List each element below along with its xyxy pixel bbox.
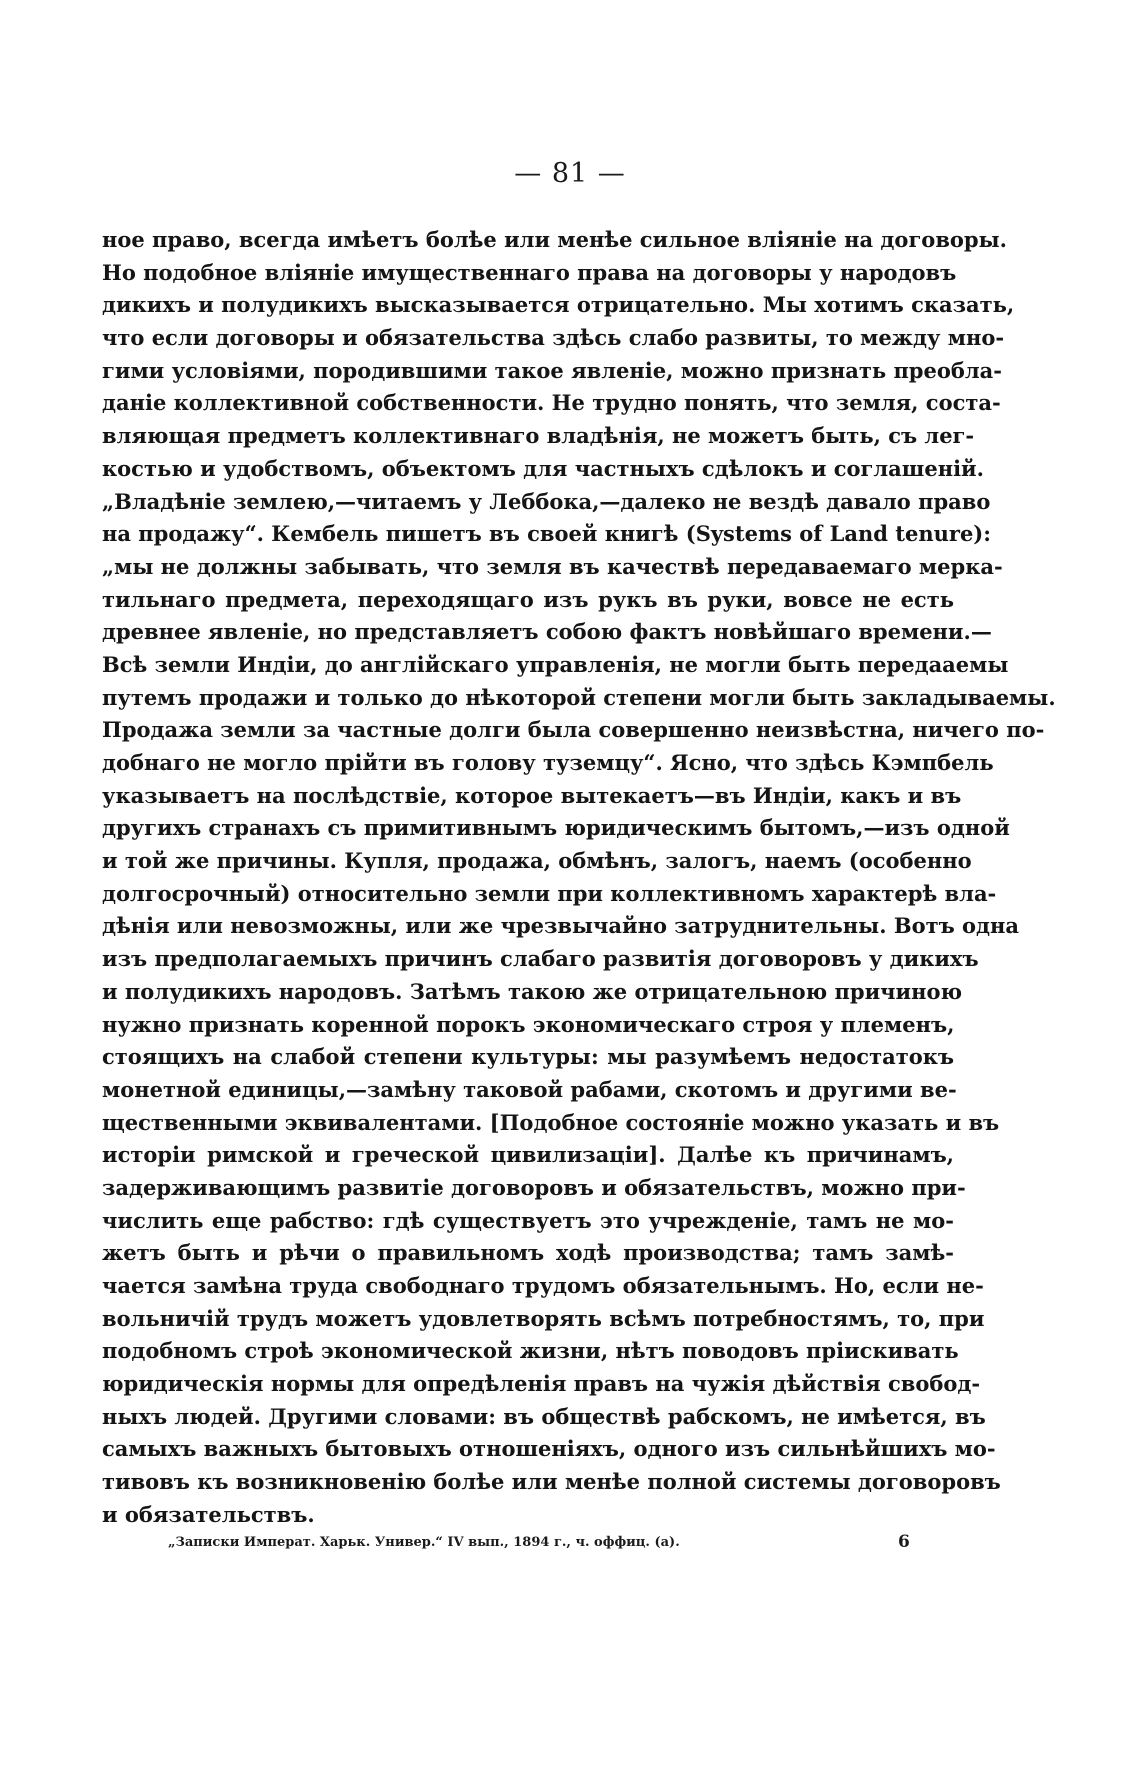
body-line: чается замѣна труда свободнаго трудомъ обязательнымъ. Но, если не-: [102, 1273, 984, 1298]
body-line: древнее явленіе, но представляетъ собою фактъ новѣйшаго времени.—: [102, 619, 992, 645]
body-line: „мы не должны забывать, что земля въ качествѣ передаваемаго мерка-: [102, 553, 1003, 579]
body-line: ное право, всегда имѣетъ болѣе или менѣе сильное вліяніе на договоры.: [102, 227, 1007, 252]
body-line: вольничій трудъ можетъ удовлетворять всѣмъ потребностямъ, то, при: [102, 1305, 985, 1331]
body-line: „Владѣніе землею,—читаемъ у Леббока,—далеко не вездѣ давало право: [102, 488, 991, 514]
footer: [168, 1532, 910, 1559]
body-line: добнаго не могло прійти въ голову туземцу“. Ясно, что здѣсь Кэмпбель: [102, 750, 994, 775]
body-line: указываетъ на послѣдствіе, которое вытекаетъ—въ Индіи, какъ и въ: [102, 782, 962, 808]
body-line: долгосрочный) относительно земли при коллективномъ характерѣ вла-: [102, 880, 997, 906]
body-line: подобномъ строѣ экономической жизни, нѣтъ поводовъ пріискивать: [102, 1338, 959, 1364]
body-line: жетъ быть и рѣчи о правильномъ ходѣ производства; тамъ замѣ-: [102, 1240, 954, 1266]
body-line: изъ предполагаемыхъ причинъ слабаго развитія договоровъ у дикихъ: [102, 946, 979, 972]
body-line: тильнаго предмета, переходящаго изъ рукъ въ руки, вовсе не есть: [102, 586, 954, 612]
body-line: другихъ странахъ съ примитивнымъ юридическимъ бытомъ,—изъ одной: [102, 815, 1010, 841]
body-line: и той же причины. Купля, продажа, обмѣнъ, залогъ, наемъ (особенно: [102, 848, 972, 874]
body-line: тивовъ къ возникновенію болѣе или менѣе полной системы договоровъ: [102, 1469, 1001, 1495]
body-line: нужно признать коренной порокъ экономическаго строя у племенъ,: [102, 1011, 955, 1037]
body-line: и полудикихъ народовъ. Затѣмъ такою же отрицательною причиною: [102, 978, 963, 1004]
footer-citation: „Записки Императ. Харьк. Универ.“ IV вып., 1894 г., ч. оффиц. (а).: [168, 1535, 680, 1550]
body-line: Продажа земли за частные долги была совершенно неизвѣстна, ничего по-: [102, 717, 1045, 743]
body-line: исторіи римской и греческой цивилизаціи]. Далѣе къ причинамъ,: [102, 1142, 954, 1168]
body-line: путемъ продажи и только до нѣкоторой степени могли быть закладываемы.: [102, 684, 1056, 710]
body-line: Но подобное вліяніе имущественнаго права на договоры у народовъ: [102, 259, 957, 285]
body-line: самыхъ важныхъ бытовыхъ отношеніяхъ, одного изъ сильнѣйшихъ мо-: [102, 1436, 996, 1462]
body-line: дѣнія или невозможны, или же чрезвычайно затруднительны. Вотъ одна: [102, 913, 1020, 939]
body-line: дикихъ и полудикихъ высказывается отрицательно. Мы хотимъ сказать,: [102, 292, 1015, 318]
body-line: щественными эквивалентами. [Подобное состояніе можно указать и въ: [102, 1109, 1000, 1135]
body-line: числить еще рабство: гдѣ существуетъ это учрежденіе, тамъ не мо-: [102, 1207, 954, 1233]
page-number: — 81 —: [514, 158, 626, 189]
body-line: гими условіями, породившими такое явленіе, можно признать преобла-: [102, 357, 1002, 383]
body-line: даніе коллективной собственности. Не трудно понять, что земля, соста-: [102, 390, 1001, 416]
body-line: задерживающимъ развитіе договоровъ и обязательствъ, можно при-: [102, 1174, 966, 1200]
body-line: юридическія нормы для опредѣленія правъ на чужія дѣйствія свобод-: [102, 1371, 981, 1397]
body-line: костью и удобствомъ, объектомъ для частныхъ сдѣлокъ и соглашеній.: [102, 455, 984, 481]
body-line-last: и обязательствъ.: [102, 1501, 315, 1527]
body-text: [102, 224, 1056, 1532]
body-line: вляющая предметъ коллективнаго владѣнія, не можетъ быть, съ лег-: [102, 423, 975, 449]
body-line: монетной единицы,—замѣну таковой рабами, скотомъ и другими ве-: [102, 1076, 957, 1102]
body-line: ныхъ людей. Другими словами: въ обществѣ рабскомъ, не имѣется, въ: [102, 1403, 986, 1429]
body-line: на продажу“. Кембель пишетъ въ своей книгѣ (Systems of Land tenure):: [102, 521, 991, 547]
signature-mark: 6: [898, 1532, 910, 1552]
body-line: Всѣ земли Индіи, до англійскаго управленія, не могли быть передааемы: [102, 651, 1009, 677]
body-line: что если договоры и обязательства здѣсь слабо развиты, то между мно-: [102, 325, 1005, 351]
body-line: стоящихъ на слабой степени культуры: мы разумѣемъ недостатокъ: [102, 1044, 954, 1070]
